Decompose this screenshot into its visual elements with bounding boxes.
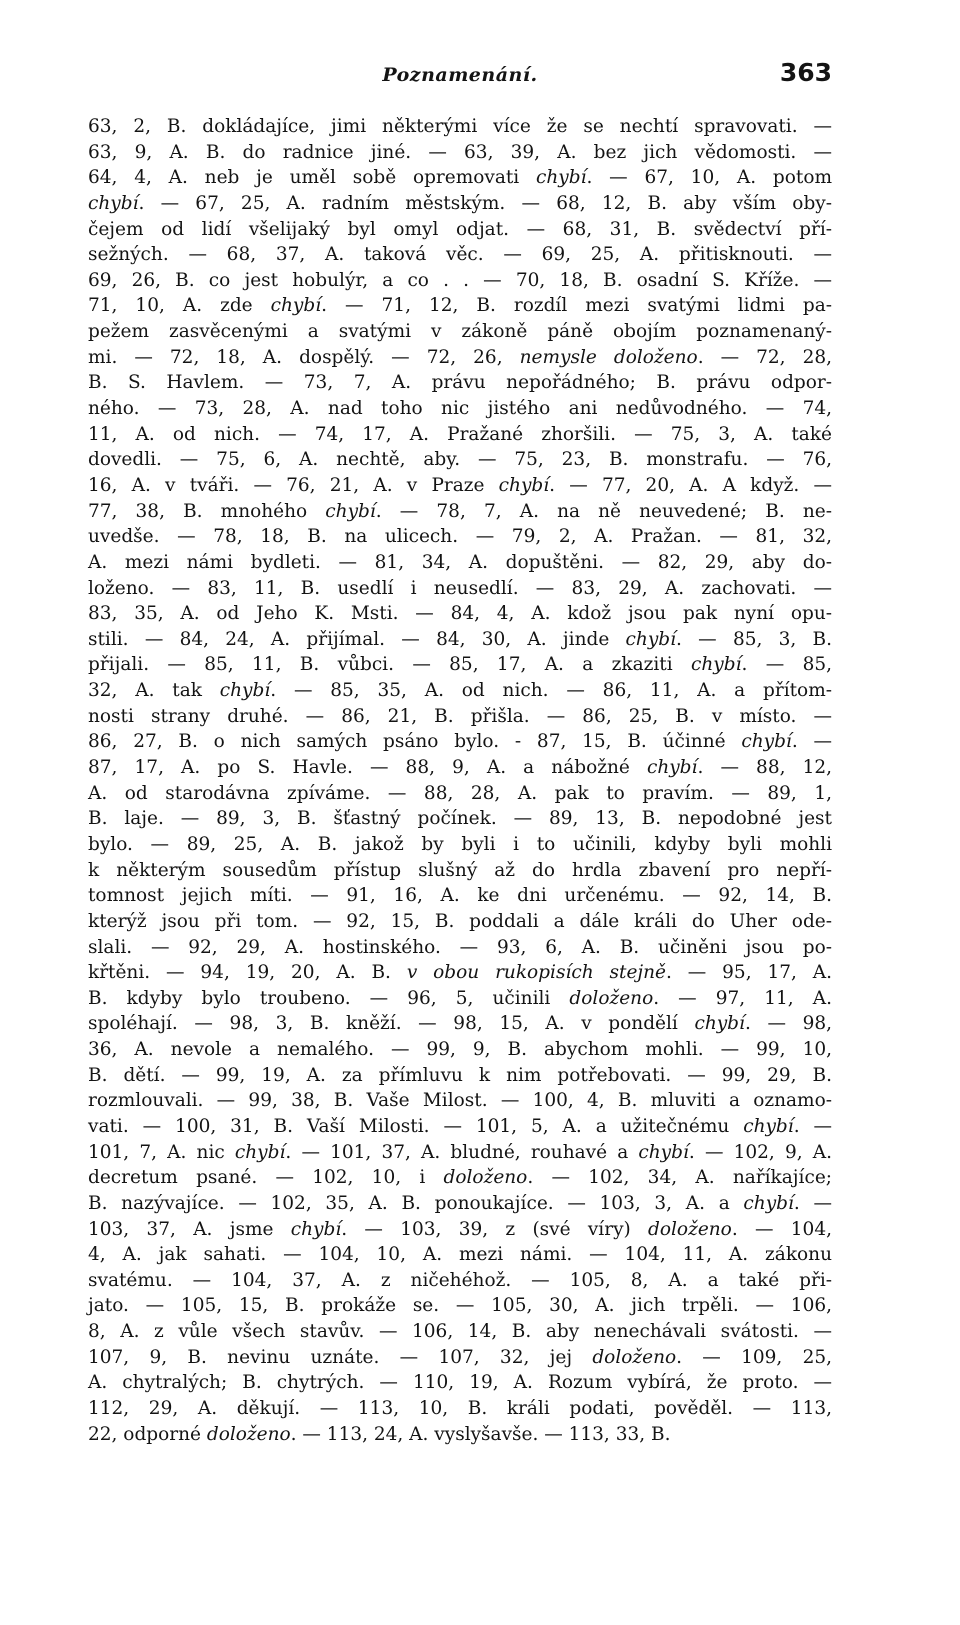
text-line: rozmlouvali. — 99, 38, B. Vaše Milost. — 100, 4, B. mluviti a oznamo- <box>88 1090 832 1112</box>
text-line: 107, 9, B. nevinu uznáte. — 107, 32, jej doloženo. — 109, 25, <box>88 1346 832 1368</box>
text-line: přijali. — 85, 11, B. vůbci. — 85, 17, A. a zkaziti chybí. — 85, <box>88 654 832 676</box>
text-line: B. dětí. — 99, 19, A. za přímluvu k nim potřebovati. — 99, 29, B. <box>88 1064 832 1086</box>
text-line: A. od starodávna zpíváme. — 88, 28, A. pak to pravím. — 89, 1, <box>88 782 832 804</box>
text-line: 103, 37, A. jsme chybí. — 103, 39, z (své víry) doloženo. — 104, <box>88 1218 832 1240</box>
text-line: bylo. — 89, 25, A. B. jakož by byli i to učinili, kdyby byli mohli <box>88 833 832 855</box>
text-line: 83, 35, A. od Jeho K. Msti. — 84, 4, A. kdož jsou pak nyní opu- <box>88 603 832 625</box>
text-line: 16, A. v tváři. — 76, 21, A. v Praze chybí. — 77, 20, A. A když. — <box>88 474 832 496</box>
text-line: pežem zasvěcenými a svatými v zákoně páně obojím poznamenaný- <box>88 321 832 343</box>
text-line: B. nazývajíce. — 102, 35, A. B. ponoukajíce. — 103, 3, A. a chybí. — <box>88 1192 832 1214</box>
text-line: stili. — 84, 24, A. přijímal. — 84, 30, A. jinde chybí. — 85, 3, B. <box>88 628 833 650</box>
text-line: chybí. — 67, 25, A. radním městským. — 68, 12, B. aby vším oby- <box>88 192 832 214</box>
text-line: jato. — 105, 15, B. prokáže se. — 105, 30, A. jich trpěli. — 106, <box>88 1295 832 1317</box>
text-line: 4, A. jak sahati. — 104, 10, A. mezi námi. — 104, 11, A. zákonu <box>88 1244 832 1266</box>
text-line: nosti strany druhé. — 86, 21, B. přišla. — 86, 25, B. v místo. — <box>88 705 832 727</box>
text-line: B. laje. — 89, 3, B. šťastný počínek. — 89, 13, B. nepodobné jest <box>88 808 832 830</box>
text-line: kterýž jsou při tom. — 92, 15, B. poddali a dále králi do Uher ode- <box>88 910 832 932</box>
text-line: 77, 38, B. mnohého chybí. — 78, 7, A. na ně neuvedené; B. ne- <box>88 500 832 522</box>
text-line: 32, A. tak chybí. — 85, 35, A. od nich. — 86, 11, A. a přítom- <box>88 680 832 702</box>
text-line: 63, 2, B. dokládajíce, jimi některými více že se nechtí spravovati. — <box>88 116 832 137</box>
text-line: vati. — 100, 31, B. Vaší Milosti. — 101, 5, A. a užitečnému chybí. — <box>88 1115 832 1137</box>
text-line: 112, 29, A. děkují. — 113, 10, B. králi podati, pověděl. — 113, <box>88 1398 832 1420</box>
text-line: svatému. — 104, 37, A. z ničehéhož. — 105, 8, A. a také při- <box>88 1269 832 1291</box>
text-line: A. chytralých; B. chytrých. — 110, 19, A. Rozum vybírá, že proto. — <box>88 1372 832 1394</box>
text-line: 64, 4, A. neb je uměl sobě opremovati chybí. — 67, 10, A. potom <box>88 167 832 189</box>
text-line: 86, 27, B. o nich samých psáno bylo. - 87, 15, B. účinné chybí. — <box>88 731 833 753</box>
notes-text <box>88 114 832 1447</box>
page-header <box>88 58 832 102</box>
text-line: 71, 10, A. zde chybí. — 71, 12, B. rozdíl mezi svatými lidmi pa- <box>88 295 832 317</box>
text-line: 87, 17, A. po S. Havle. — 88, 9, A. a nábožné chybí. — 88, 12, <box>88 757 832 779</box>
text-line: tomnost jejich míti. — 91, 16, A. ke dni určenému. — 92, 14, B. <box>88 885 832 907</box>
text-line: dovedli. — 75, 6, A. nechtě, aby. — 75, 23, B. monstrafu. — 76, <box>88 449 832 471</box>
text-line: 63, 9, A. B. do radnice jiné. — 63, 39, A. bez jich vědomosti. — <box>88 141 832 163</box>
text-line: čejem od lidí všelijaký byl omyl odjat. — 68, 31, B. svědectví pří- <box>88 218 832 240</box>
text-line: decretum psané. — 102, 10, i doloženo. — 102, 34, A. naříkajíce; <box>88 1167 832 1189</box>
text-line: křtěni. — 94, 19, 20, A. B. v obou rukopisích stejně. — 95, 17, A. <box>88 962 832 984</box>
text-line: B. S. Havlem. — 73, 7, A. právu nepořádného; B. právu odpor- <box>88 372 832 394</box>
text-line: B. kdyby bylo troubeno. — 96, 5, učinili doloženo. — 97, 11, A. <box>88 987 832 1009</box>
text-line: k některým sousedům přístup slušný až do hrdla zbavení pro nepří- <box>88 859 832 881</box>
running-head: Poznamenání. <box>382 64 538 86</box>
page <box>88 58 832 1447</box>
text-line: 36, A. nevole a nemalého. — 99, 9, B. abychom mohli. — 99, 10, <box>88 1039 832 1061</box>
text-line: slali. — 92, 29, A. hostinského. — 93, 6, A. B. učiněni jsou po- <box>88 936 832 958</box>
text-line: A. mezi námi bydleti. — 81, 34, A. dopuštěni. — 82, 29, aby do- <box>88 551 832 573</box>
text-line: spoléhají. — 98, 3, B. kněží. — 98, 15, A. v pondělí chybí. — 98, <box>88 1013 832 1035</box>
text-line: 101, 7, A. nic chybí. — 101, 37, A. bludné, rouhavé a chybí. — 102, 9, A. <box>88 1141 832 1163</box>
text-line: mi. — 72, 18, A. dospělý. — 72, 26, nemysle doloženo. — 72, 28, <box>88 346 833 368</box>
text-line: sežných. — 68, 37, A. taková věc. — 69, 25, A. přitisknouti. — <box>88 244 832 266</box>
text-line: 8, A. z vůle všech stavův. — 106, 14, B. aby nenechávali svátosti. — <box>88 1321 832 1343</box>
text-line: 22, odporné doloženo. — 113, 24, A. vyslyšavše. — 113, 33, B. <box>88 1423 671 1445</box>
text-line: ného. — 73, 28, A. nad toho nic jistého ani nedůvodného. — 74, <box>88 398 832 420</box>
text-line: 11, A. od nich. — 74, 17, A. Pražané zhoršili. — 75, 3, A. také <box>88 423 832 445</box>
text-line: 69, 26, B. co jest hobulýr, a co . . — 70, 18, B. osadní S. Kříže. — <box>88 269 832 291</box>
text-line: uvedše. — 78, 18, B. na ulicech. — 79, 2, A. Pražan. — 81, 32, <box>88 526 832 548</box>
page-number: 363 <box>779 58 832 87</box>
text-line: loženo. — 83, 11, B. usedlí i neusedlí. — 83, 29, A. zachovati. — <box>88 577 832 599</box>
